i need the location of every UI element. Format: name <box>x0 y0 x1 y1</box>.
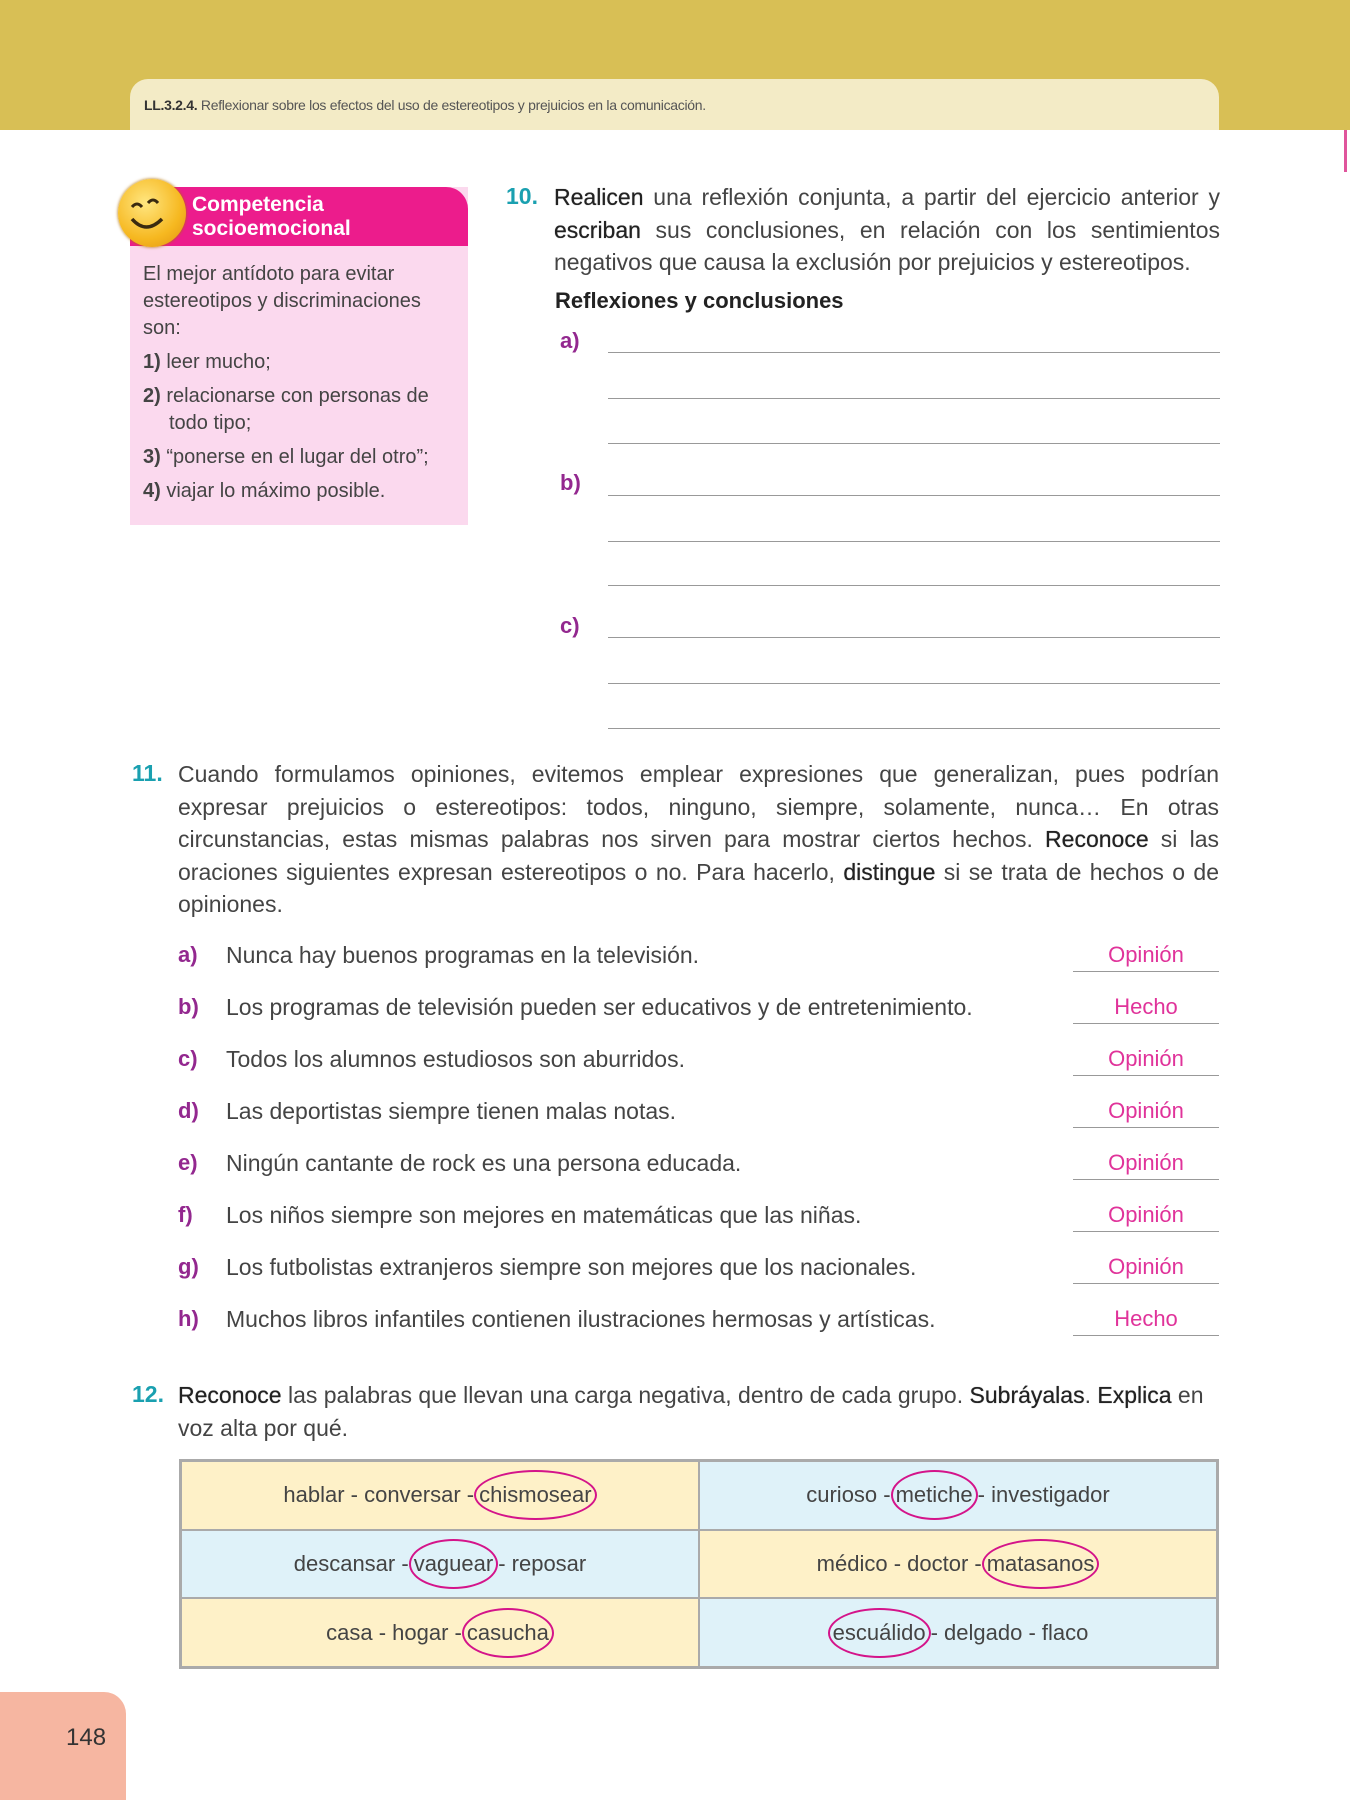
smiley-icon <box>118 179 186 247</box>
write-line[interactable] <box>608 541 1220 542</box>
answer-field[interactable]: Opinión <box>1073 942 1219 972</box>
circled-word[interactable]: vaguear <box>409 1539 499 1589</box>
skill-text: Reflexionar sobre los efectos del uso de estereotipos y prejuicios en la comunicación. <box>200 97 706 113</box>
answer-field[interactable]: Opinión <box>1073 1254 1219 1284</box>
write-line[interactable] <box>608 728 1220 729</box>
q12-number: 12. <box>132 1381 164 1407</box>
write-line[interactable] <box>608 637 1220 638</box>
answer-field[interactable]: Hecho <box>1073 1306 1219 1336</box>
competencia-item: 3) “ponerse en el lugar del otro”; <box>143 446 429 468</box>
competencia-body <box>143 261 463 505</box>
q12-text: Reconoce las palabras que llevan una carga negativa, dentro de cada grupo. Subráyalas. Explica en voz alta por qué. <box>178 1382 1204 1441</box>
circled-word[interactable]: metiche <box>891 1470 978 1520</box>
statement-item: d) Las deportistas siempre tienen malas notas. Opinión <box>178 1098 1219 1138</box>
skill-code: LL.3.2.4. <box>144 97 198 113</box>
write-line[interactable] <box>608 352 1220 353</box>
title-line-2: socioemocional <box>192 217 351 240</box>
competencia-box <box>130 187 468 525</box>
skill-header <box>130 79 1219 130</box>
answer-field[interactable]: Opinión <box>1073 1202 1219 1232</box>
answer-field[interactable]: Opinión <box>1073 1150 1219 1180</box>
q10-text: Realicen una reflexión conjunta, a partir del ejercicio anterior y escriban sus conclusiones, en relación con los sentimientos negativos que causa la exclusión por prejuicios y estereotipos. <box>554 184 1220 275</box>
statement-item: b) Los programas de televisión pueden ser educativos y de entretenimiento. Hecho <box>178 994 1219 1034</box>
statement-item: f) Los niños siempre son mejores en matemáticas que las niñas. Opinión <box>178 1202 1219 1242</box>
page-number: 148 <box>0 1692 126 1800</box>
statement-item: e) Ningún cantante de rock es una persona educada. Opinión <box>178 1150 1219 1190</box>
statement-item: g) Los futbolistas extranjeros siempre son mejores que los nacionales. Opinión <box>178 1254 1219 1294</box>
word-group-cell: escuálido - delgado - flaco <box>699 1598 1217 1667</box>
answer-field[interactable]: Opinión <box>1073 1046 1219 1076</box>
competencia-item: 2) relacionarse con personas de todo tipo; <box>143 385 429 434</box>
statement-item: h) Muchos libros infantiles contienen ilustraciones hermosas y artísticas. Hecho <box>178 1306 1219 1346</box>
answer-field[interactable]: Opinión <box>1073 1098 1219 1128</box>
answer-label-c: c) <box>560 613 580 638</box>
word-groups-table <box>179 1459 1219 1669</box>
answer-label-b: b) <box>560 470 581 495</box>
write-line[interactable] <box>608 398 1220 399</box>
write-line[interactable] <box>608 443 1220 444</box>
competencia-item: 1) leer mucho; <box>143 351 271 373</box>
circled-word[interactable]: matasanos <box>982 1539 1100 1589</box>
answer-field[interactable]: Hecho <box>1073 994 1219 1024</box>
write-line[interactable] <box>608 585 1220 586</box>
write-line[interactable] <box>608 683 1220 684</box>
q10-subtitle: Reflexiones y conclusiones <box>555 288 844 313</box>
competencia-item: 4) viajar lo máximo posible. <box>143 480 386 502</box>
answer-label-a: a) <box>560 328 580 353</box>
statement-item: a) Nunca hay buenos programas en la televisión. Opinión <box>178 942 1219 982</box>
q11-text: Cuando formulamos opiniones, evitemos emplear expresiones que generalizan, pues podrían expresar prejuicios o estereotipos: todos, ninguno, siempre, solamente, nunca… En otras circunstancias, estas mismas palabras nos sirven para mostrar ciertos hechos. Reconoce si las oraciones siguientes expresan estereotipos o no. Para hacerlo, distingue si se trata de hechos o de opiniones. <box>178 761 1219 917</box>
circled-word[interactable]: escuálido <box>828 1608 931 1658</box>
circled-word[interactable]: chismosear <box>474 1470 596 1520</box>
statement-item: c) Todos los alumnos estudiosos son aburridos. Opinión <box>178 1046 1219 1086</box>
competencia-intro: El mejor antídoto para evitar estereotipos y discriminaciones son: <box>143 263 421 339</box>
circled-word[interactable]: casucha <box>462 1608 554 1658</box>
title-line-1: Competencia <box>192 193 324 216</box>
page-edge-marker <box>1344 130 1347 172</box>
q10-number: 10. <box>506 183 538 209</box>
word-group-cell: médico - doctor - matasanos <box>699 1530 1217 1599</box>
word-group-cell: casa - hogar - casucha <box>181 1598 699 1667</box>
word-group-cell: curioso - metiche - investigador <box>699 1461 1217 1530</box>
word-group-cell: hablar - conversar - chismosear <box>181 1461 699 1530</box>
word-group-cell: descansar - vaguear - reposar <box>181 1530 699 1599</box>
write-line[interactable] <box>608 495 1220 496</box>
q11-number: 11. <box>132 760 163 786</box>
